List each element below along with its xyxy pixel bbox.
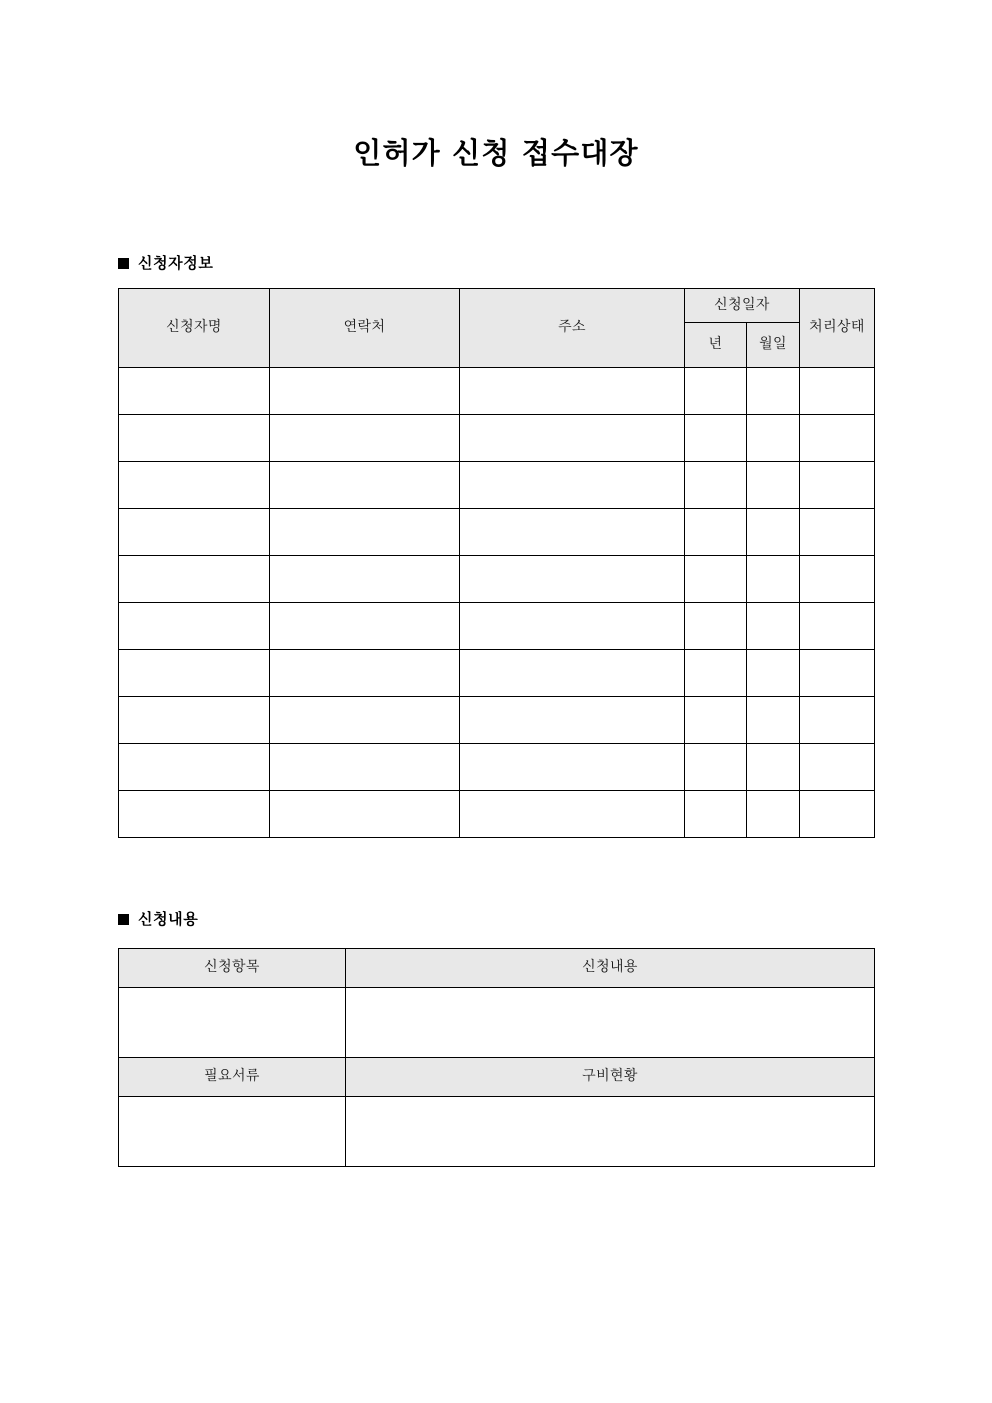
cell-year[interactable]	[685, 509, 747, 556]
section-heading-application-content	[118, 909, 198, 929]
cell-address[interactable]	[460, 509, 685, 556]
cell-contact[interactable]	[270, 462, 460, 509]
cell-applicant-name[interactable]	[119, 509, 270, 556]
table-row	[119, 368, 875, 415]
content-header-row-item	[119, 949, 875, 988]
cell-year[interactable]	[685, 556, 747, 603]
column-header-month-day: 월일	[747, 323, 800, 368]
table-row	[119, 415, 875, 462]
cell-contact[interactable]	[270, 744, 460, 791]
application-content-body	[119, 949, 875, 1167]
cell-applicant-name[interactable]	[119, 462, 270, 509]
column-header-application-date: 신청일자	[685, 289, 800, 323]
cell-month-day[interactable]	[747, 462, 800, 509]
cell-month-day[interactable]	[747, 603, 800, 650]
application-content-table	[118, 948, 875, 1167]
cell-month-day[interactable]	[747, 368, 800, 415]
column-header-availability-status: 구비현황	[346, 1058, 875, 1097]
cell-month-day[interactable]	[747, 415, 800, 462]
cell-address[interactable]	[460, 462, 685, 509]
content-header-row-documents	[119, 1058, 875, 1097]
column-header-address: 주소	[460, 289, 685, 368]
cell-year[interactable]	[685, 791, 747, 838]
cell-contact[interactable]	[270, 556, 460, 603]
cell-processing-status[interactable]	[800, 368, 875, 415]
cell-processing-status[interactable]	[800, 603, 875, 650]
cell-applicant-name[interactable]	[119, 697, 270, 744]
section-heading-applicant-info	[118, 253, 213, 273]
cell-contact[interactable]	[270, 603, 460, 650]
cell-month-day[interactable]	[747, 744, 800, 791]
cell-address[interactable]	[460, 368, 685, 415]
cell-contact[interactable]	[270, 415, 460, 462]
cell-processing-status[interactable]	[800, 462, 875, 509]
cell-month-day[interactable]	[747, 697, 800, 744]
cell-application-item-value[interactable]	[119, 988, 346, 1058]
cell-applicant-name[interactable]	[119, 650, 270, 697]
cell-processing-status[interactable]	[800, 556, 875, 603]
column-header-contact: 연락처	[270, 289, 460, 368]
table-row	[119, 791, 875, 838]
table-row	[119, 462, 875, 509]
cell-year[interactable]	[685, 697, 747, 744]
cell-address[interactable]	[460, 603, 685, 650]
cell-month-day[interactable]	[747, 791, 800, 838]
cell-processing-status[interactable]	[800, 509, 875, 556]
cell-application-detail-value[interactable]	[346, 988, 875, 1058]
cell-contact[interactable]	[270, 509, 460, 556]
column-header-application-detail: 신청내용	[346, 949, 875, 988]
cell-processing-status[interactable]	[800, 415, 875, 462]
cell-year[interactable]	[685, 650, 747, 697]
table-row	[119, 556, 875, 603]
cell-month-day[interactable]	[747, 556, 800, 603]
column-header-application-item: 신청항목	[119, 949, 346, 988]
cell-contact[interactable]	[270, 791, 460, 838]
content-entry-row-documents	[119, 1097, 875, 1167]
cell-availability-status-value[interactable]	[346, 1097, 875, 1167]
section-heading-label: 신청자정보	[138, 254, 214, 272]
cell-address[interactable]	[460, 697, 685, 744]
cell-applicant-name[interactable]	[119, 791, 270, 838]
applicant-register-table	[118, 288, 875, 838]
cell-processing-status[interactable]	[800, 697, 875, 744]
cell-month-day[interactable]	[747, 650, 800, 697]
cell-contact[interactable]	[270, 697, 460, 744]
column-header-year: 년	[685, 323, 747, 368]
table-row	[119, 697, 875, 744]
content-entry-row-item	[119, 988, 875, 1058]
cell-year[interactable]	[685, 603, 747, 650]
table-row	[119, 744, 875, 791]
table-row	[119, 650, 875, 697]
cell-address[interactable]	[460, 744, 685, 791]
cell-year[interactable]	[685, 415, 747, 462]
cell-required-documents-value[interactable]	[119, 1097, 346, 1167]
column-header-processing-status: 처리상태	[800, 289, 875, 368]
cell-address[interactable]	[460, 791, 685, 838]
table-row	[119, 509, 875, 556]
cell-address[interactable]	[460, 415, 685, 462]
section-heading-label: 신청내용	[138, 910, 199, 928]
black-square-bullet-icon	[118, 914, 129, 925]
cell-processing-status[interactable]	[800, 650, 875, 697]
cell-applicant-name[interactable]	[119, 368, 270, 415]
cell-month-day[interactable]	[747, 509, 800, 556]
cell-applicant-name[interactable]	[119, 603, 270, 650]
black-square-bullet-icon	[118, 258, 129, 269]
cell-contact[interactable]	[270, 650, 460, 697]
page-title: 인허가 신청 접수대장	[353, 136, 639, 170]
table-row	[119, 603, 875, 650]
column-header-applicant-name: 신청자명	[119, 289, 270, 368]
applicant-table-body	[119, 368, 875, 838]
cell-contact[interactable]	[270, 368, 460, 415]
cell-applicant-name[interactable]	[119, 744, 270, 791]
cell-processing-status[interactable]	[800, 744, 875, 791]
cell-year[interactable]	[685, 368, 747, 415]
cell-year[interactable]	[685, 744, 747, 791]
cell-address[interactable]	[460, 650, 685, 697]
cell-applicant-name[interactable]	[119, 556, 270, 603]
cell-processing-status[interactable]	[800, 791, 875, 838]
header-row-primary	[119, 289, 875, 323]
applicant-table-header	[119, 289, 875, 368]
cell-address[interactable]	[460, 556, 685, 603]
cell-applicant-name[interactable]	[119, 415, 270, 462]
column-header-required-documents: 필요서류	[119, 1058, 346, 1097]
cell-year[interactable]	[685, 462, 747, 509]
